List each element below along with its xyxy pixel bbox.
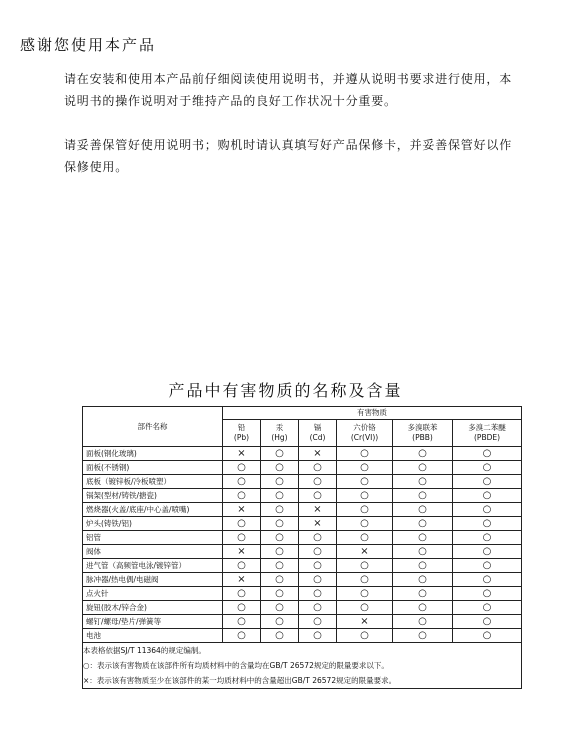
substance-mark-cell: ○: [261, 531, 299, 545]
substance-mark-cell: ○: [261, 601, 299, 615]
substance-mark-cell: ○: [393, 531, 453, 545]
substance-header: [453, 420, 522, 447]
substance-mark-cell: ×: [337, 545, 393, 559]
table-note-cross: ×：表示该有害物质至少在该部件的某一均质材料中的含量超出GB/T 26572规定的限量要求。: [83, 673, 522, 689]
substance-code: (Pb): [233, 433, 250, 442]
substance-mark-cell: ○: [393, 545, 453, 559]
table-row: [83, 615, 522, 629]
substance-name: 铅: [237, 423, 246, 432]
part-name-cell: 阀体: [83, 545, 223, 559]
substance-mark-cell: ○: [453, 531, 522, 545]
table-row: [83, 489, 522, 503]
substance-mark-cell: ○: [453, 573, 522, 587]
table-row: [83, 531, 522, 545]
substance-mark-cell: ×: [223, 503, 261, 517]
substance-code: (Cd): [309, 433, 326, 442]
substance-mark-cell: ○: [453, 461, 522, 475]
substance-mark-cell: ○: [393, 601, 453, 615]
substance-mark-cell: ×: [299, 517, 337, 531]
substance-mark-cell: ○: [453, 587, 522, 601]
substance-mark-cell: ○: [299, 587, 337, 601]
table-row: [83, 517, 522, 531]
substance-mark-cell: ○: [453, 503, 522, 517]
substance-header: [393, 420, 453, 447]
substance-mark-cell: ○: [337, 475, 393, 489]
substance-mark-cell: ○: [393, 475, 453, 489]
substance-mark-cell: ○: [261, 615, 299, 629]
part-name-cell: 锅架(型材/铸铁/搪瓷): [83, 489, 223, 503]
part-name-header: 部件名称: [83, 407, 223, 447]
table-row: [83, 447, 522, 461]
part-name-cell: 脉冲器/热电偶/电磁阀: [83, 573, 223, 587]
substance-mark-cell: ×: [223, 573, 261, 587]
substance-mark-cell: ○: [223, 615, 261, 629]
part-name-cell: 旋钮(胶木/锌合金): [83, 601, 223, 615]
substance-mark-cell: ○: [337, 601, 393, 615]
substance-mark-cell: ○: [337, 489, 393, 503]
substance-mark-cell: ○: [453, 447, 522, 461]
substance-name: 六价铬: [353, 423, 376, 432]
substance-mark-cell: ○: [299, 559, 337, 573]
part-name-cell: 螺钉/螺母/垫片/弹簧等: [83, 615, 223, 629]
part-name-cell: 铝管: [83, 531, 223, 545]
table-row: [83, 601, 522, 615]
substance-mark-cell: ○: [261, 517, 299, 531]
substance-mark-cell: ○: [393, 489, 453, 503]
substance-mark-cell: ○: [393, 461, 453, 475]
substance-mark-cell: ○: [337, 531, 393, 545]
substance-mark-cell: ○: [223, 559, 261, 573]
part-name-cell: 燃烧器(火盖/底座/中心盖/喷嘴): [83, 503, 223, 517]
substance-mark-cell: ○: [453, 545, 522, 559]
substance-mark-cell: ○: [223, 601, 261, 615]
substance-mark-cell: ○: [299, 531, 337, 545]
substance-mark-cell: ○: [393, 629, 453, 643]
substance-mark-cell: ○: [261, 559, 299, 573]
substance-mark-cell: ×: [299, 503, 337, 517]
substance-mark-cell: ○: [453, 559, 522, 573]
substance-mark-cell: ○: [223, 629, 261, 643]
substance-mark-cell: ○: [453, 601, 522, 615]
table-row: [83, 545, 522, 559]
substance-name: 多溴二苯醚: [468, 423, 506, 432]
substance-mark-cell: ○: [261, 475, 299, 489]
part-name-cell: 面板(不锈钢): [83, 461, 223, 475]
substance-mark-cell: ○: [299, 545, 337, 559]
substance-header: [223, 420, 261, 447]
part-name-cell: 底板（镀锌板/冷板喷塑）: [83, 475, 223, 489]
table-row: [83, 629, 522, 643]
table-row: [83, 587, 522, 601]
substance-mark-cell: ○: [261, 573, 299, 587]
substance-mark-cell: ○: [299, 629, 337, 643]
substance-mark-cell: ○: [393, 587, 453, 601]
substance-header: [337, 420, 393, 447]
substance-code: (Cr(VI)): [350, 433, 379, 442]
substance-code: (PBDE): [474, 433, 501, 442]
substance-mark-cell: ×: [337, 615, 393, 629]
substance-mark-cell: ○: [299, 475, 337, 489]
substance-mark-cell: ○: [261, 489, 299, 503]
substance-mark-cell: ○: [223, 489, 261, 503]
substance-code: (PBB): [412, 433, 433, 442]
storage-paragraph: 请妥善保管好使用说明书；购机时请认真填写好产品保修卡，并妥善保管好以作保修使用。: [64, 138, 513, 174]
part-name-cell: 面板(钢化玻璃): [83, 447, 223, 461]
substance-mark-cell: ○: [337, 447, 393, 461]
substance-mark-cell: ○: [393, 517, 453, 531]
substance-mark-cell: ○: [393, 503, 453, 517]
substance-mark-cell: ○: [393, 615, 453, 629]
hazardous-substance-table: [82, 406, 522, 689]
substance-mark-cell: ○: [261, 461, 299, 475]
substance-mark-cell: ○: [393, 573, 453, 587]
substance-name: 镉: [313, 423, 322, 432]
substance-mark-cell: ○: [299, 489, 337, 503]
substance-header: [261, 420, 299, 447]
substance-mark-cell: ○: [337, 573, 393, 587]
substance-mark-cell: ○: [337, 629, 393, 643]
substance-mark-cell: ○: [223, 531, 261, 545]
substance-code: (Hg): [271, 433, 288, 442]
substance-mark-cell: ○: [337, 559, 393, 573]
substance-mark-cell: ○: [261, 629, 299, 643]
substance-mark-cell: ○: [261, 503, 299, 517]
substance-mark-cell: ○: [393, 447, 453, 461]
substance-mark-cell: ○: [223, 587, 261, 601]
table-row: [83, 573, 522, 587]
substance-mark-cell: ○: [261, 545, 299, 559]
substance-mark-cell: ○: [223, 461, 261, 475]
substance-mark-cell: ○: [453, 517, 522, 531]
table-row: [83, 461, 522, 475]
table-body: [83, 447, 522, 643]
substance-mark-cell: ○: [453, 615, 522, 629]
substance-mark-cell: ○: [393, 559, 453, 573]
part-name-cell: 进气管（高频管电泳/镀锌管）: [83, 559, 223, 573]
hazardous-substance-table-title: 产品中有害物质的名称及含量: [168, 381, 403, 400]
substance-header: [299, 420, 337, 447]
substance-mark-cell: ×: [223, 447, 261, 461]
table-note-standard: 本表格依据SJ/T 11364的规定编制。: [83, 643, 522, 659]
substance-mark-cell: ○: [453, 629, 522, 643]
part-name-cell: 点火针: [83, 587, 223, 601]
substance-mark-cell: ○: [299, 601, 337, 615]
substance-mark-cell: ○: [453, 475, 522, 489]
table-row: [83, 503, 522, 517]
substance-mark-cell: ○: [337, 461, 393, 475]
substance-mark-cell: ○: [261, 447, 299, 461]
substance-mark-cell: ○: [453, 489, 522, 503]
part-name-cell: 炉头(铸铁/铝): [83, 517, 223, 531]
substance-name: 多溴联苯: [407, 423, 438, 432]
part-name-cell: 电池: [83, 629, 223, 643]
intro-paragraph: 请在安装和使用本产品前仔细阅读使用说明书，并遵从说明书要求进行使用，本说明书的操作说明对于维持产品的良好工作状况十分重要。: [64, 72, 513, 108]
substance-mark-cell: ○: [223, 475, 261, 489]
thanks-title: 感谢您使用本产品: [20, 36, 157, 54]
substance-mark-cell: ○: [337, 517, 393, 531]
table-note-circle: ○：表示该有害物质在该部件所有均质材料中的含量均在GB/T 26572规定的限量要求以下。: [83, 658, 522, 673]
substance-mark-cell: ○: [337, 503, 393, 517]
substance-group-header: 有害物质: [223, 407, 522, 420]
substance-mark-cell: ○: [299, 461, 337, 475]
substance-name: 汞: [275, 423, 284, 432]
substance-mark-cell: ○: [223, 517, 261, 531]
table-row: [83, 475, 522, 489]
substance-mark-cell: ○: [299, 573, 337, 587]
substance-mark-cell: ×: [223, 545, 261, 559]
substance-mark-cell: ×: [299, 447, 337, 461]
substance-mark-cell: ○: [299, 615, 337, 629]
substance-mark-cell: ○: [261, 587, 299, 601]
substance-mark-cell: ○: [337, 587, 393, 601]
table-row: [83, 559, 522, 573]
